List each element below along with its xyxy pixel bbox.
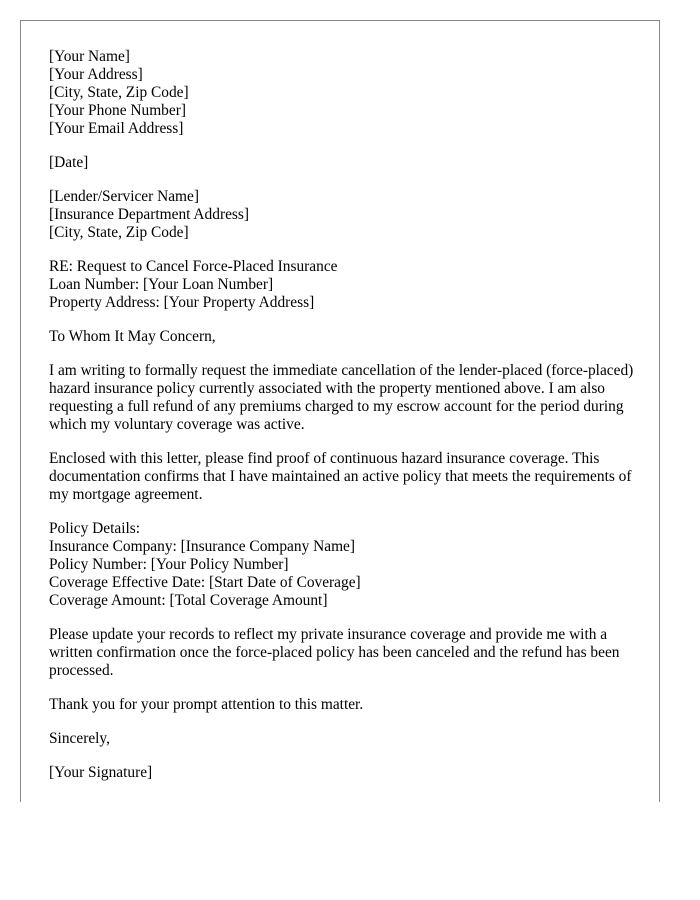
policy-details-heading: Policy Details: [49,520,141,537]
body-paragraph-2: Enclosed with this letter, please find proof of continuous hazard insurance coverage. This documentation confirms that I have maintained an active policy that meets the requirements of my mortgage agreement. [49,450,632,503]
signature-block [49,764,634,782]
property-address: Property Address: [Your Property Address] [49,294,315,311]
recipient-name: [Lender/Servicer Name] [49,188,199,205]
recipient-block [49,188,634,242]
signature: [Your Signature] [49,764,153,781]
sign-off: Sincerely, [49,730,110,747]
sender-phone: [Your Phone Number] [49,102,186,119]
salutation-block [49,328,634,346]
policy-insurance-company: Insurance Company: [Insurance Company Name] [49,538,356,555]
sender-block [49,48,634,138]
policy-details-block [49,520,634,610]
sender-address: [Your Address] [49,66,143,83]
sender-name: [Your Name] [49,48,130,65]
policy-coverage-amount: Coverage Amount: [Total Coverage Amount] [49,592,328,609]
date-block [49,154,634,172]
letter-page [20,20,660,802]
policy-number: Policy Number: [Your Policy Number] [49,556,289,573]
letter-date: [Date] [49,154,89,171]
salutation: To Whom It May Concern, [49,328,216,345]
subject-line: RE: Request to Cancel Force-Placed Insurance [49,258,338,275]
thanks-line: Thank you for your prompt attention to this matter. [49,696,364,713]
closing-paragraph: Please update your records to reflect my private insurance coverage and provide me with a written confirmation once the force-placed policy has been canceled and the refund has been processed. [49,626,620,679]
loan-number: Loan Number: [Your Loan Number] [49,276,274,293]
sender-email: [Your Email Address] [49,120,184,137]
recipient-city-state-zip: [City, State, Zip Code] [49,224,189,241]
policy-effective-date: Coverage Effective Date: [Start Date of Coverage] [49,574,361,591]
sender-city-state-zip: [City, State, Zip Code] [49,84,189,101]
sign-off-block [49,730,634,748]
thanks-block [49,696,634,714]
recipient-department-address: [Insurance Department Address] [49,206,250,223]
subject-block [49,258,634,312]
letter-content [49,48,634,798]
body-paragraph-1: I am writing to formally request the immediate cancellation of the lender-placed (force-placed) hazard insurance policy currently associated with the property mentioned above. I am also requesting a full refund of any premiums charged to my escrow account for the period during which my voluntary coverage was active. [49,362,634,433]
